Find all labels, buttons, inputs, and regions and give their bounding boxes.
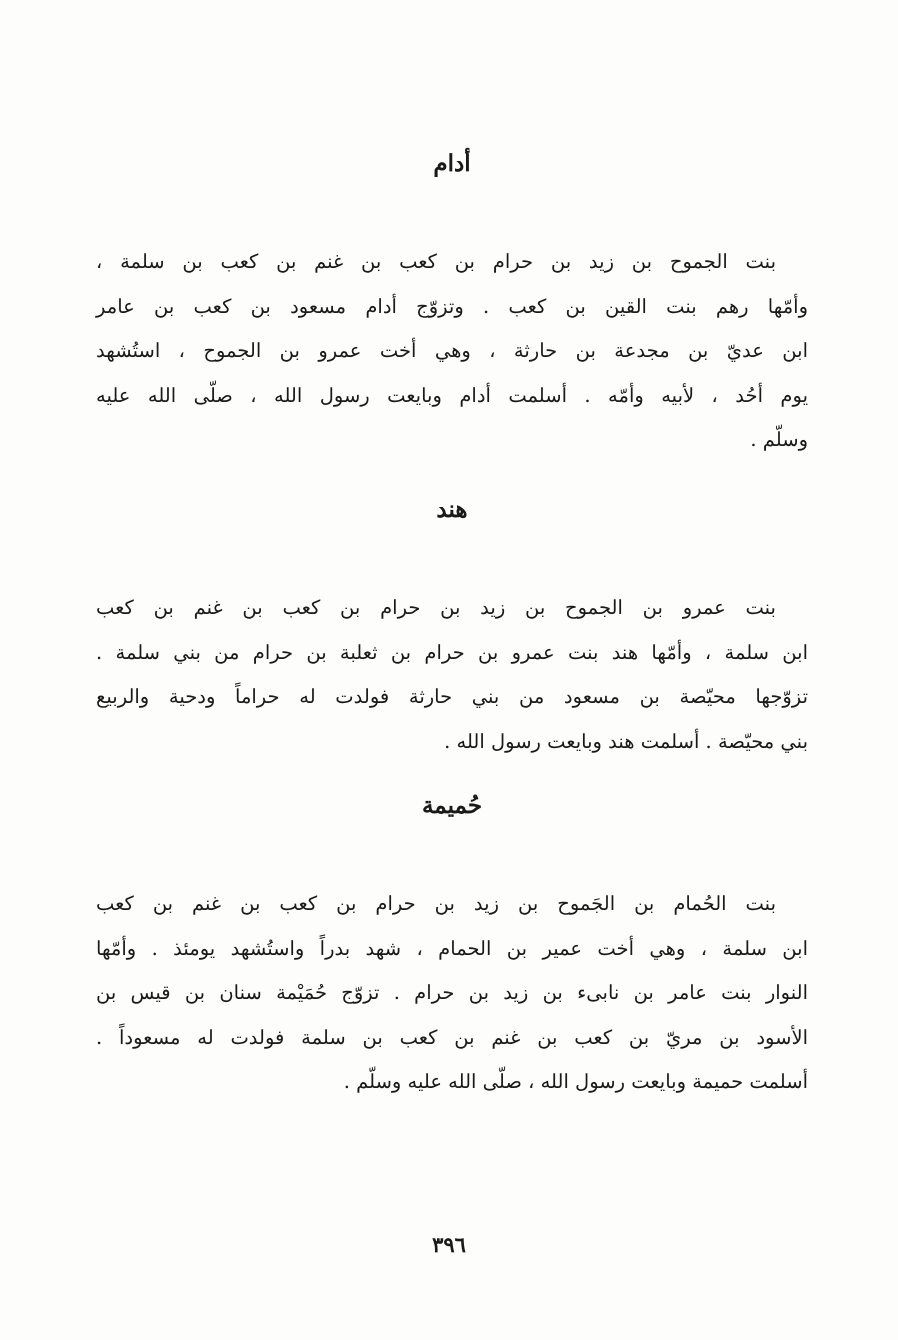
text-line: الأسود بن مريّ بن كعب بن غنم بن كعب بن سلمة فولدت له مسعوداً .	[96, 1025, 808, 1049]
text-line: وأمّها رهم بنت القين بن كعب . وتزوّج أدام مسعود بن كعب بن عامر	[96, 294, 808, 318]
entry-humayma	[96, 786, 808, 1105]
text-line: أسلمت حميمة وبايعت رسول الله ، صلّى الله عليه وسلّم .	[343, 1070, 808, 1093]
text-line: النوار بنت عامر بن نابىء بن زيد بن حرام . تزوّج حُمَيْمة سنان بن قيس بن	[96, 981, 808, 1004]
entry-body	[96, 882, 808, 1105]
text-line: تزوّجها محيّصة بن مسعود من بني حارثة فولدت له حراماً ودحية والربيع	[96, 685, 808, 708]
entry-body	[96, 586, 808, 764]
text-line: ابن سلمة ، وهي أخت عمير بن الحمام ، شهد بدراً واستُشهد يومئذ . وأمّها	[96, 936, 808, 960]
text-line: وسلّم .	[750, 428, 808, 451]
page-number: ٣٩٦	[432, 1232, 466, 1257]
entry-adam	[96, 144, 808, 463]
entry-body	[96, 240, 808, 463]
entry-title: أدام	[433, 150, 471, 177]
text-line: ابن سلمة ، وأمّها هند بنت عمرو بن حرام بن ثعلبة بن حرام من بني سلمة .	[96, 640, 808, 664]
text-line: بنت عمرو بن الجموح بن زيد بن حرام بن كعب بن غنم بن كعب	[96, 596, 776, 619]
entry-title: هند	[436, 496, 468, 523]
entry-hind	[96, 490, 808, 764]
text-line: يوم أحُد ، لأبيه وأمّه . أسلمت أدام وبايعت رسول الله ، صلّى الله عليه	[96, 383, 808, 407]
text-line: بنت الجموح بن زيد بن حرام بن كعب بن غنم بن كعب بن سلمة ،	[96, 250, 776, 273]
text-line: بني محيّصة . أسلمت هند وبايعت رسول الله .	[444, 729, 808, 753]
entry-title: حُميمة	[421, 792, 483, 819]
text-line: بنت الحُمام بن الجَموح بن زيد بن حرام بن كعب بن غنم بن كعب	[96, 892, 776, 915]
text-line: ابن عديّ بن مجدعة بن حارثة ، وهي أخت عمرو بن الجموح ، استُشهد	[96, 339, 808, 362]
